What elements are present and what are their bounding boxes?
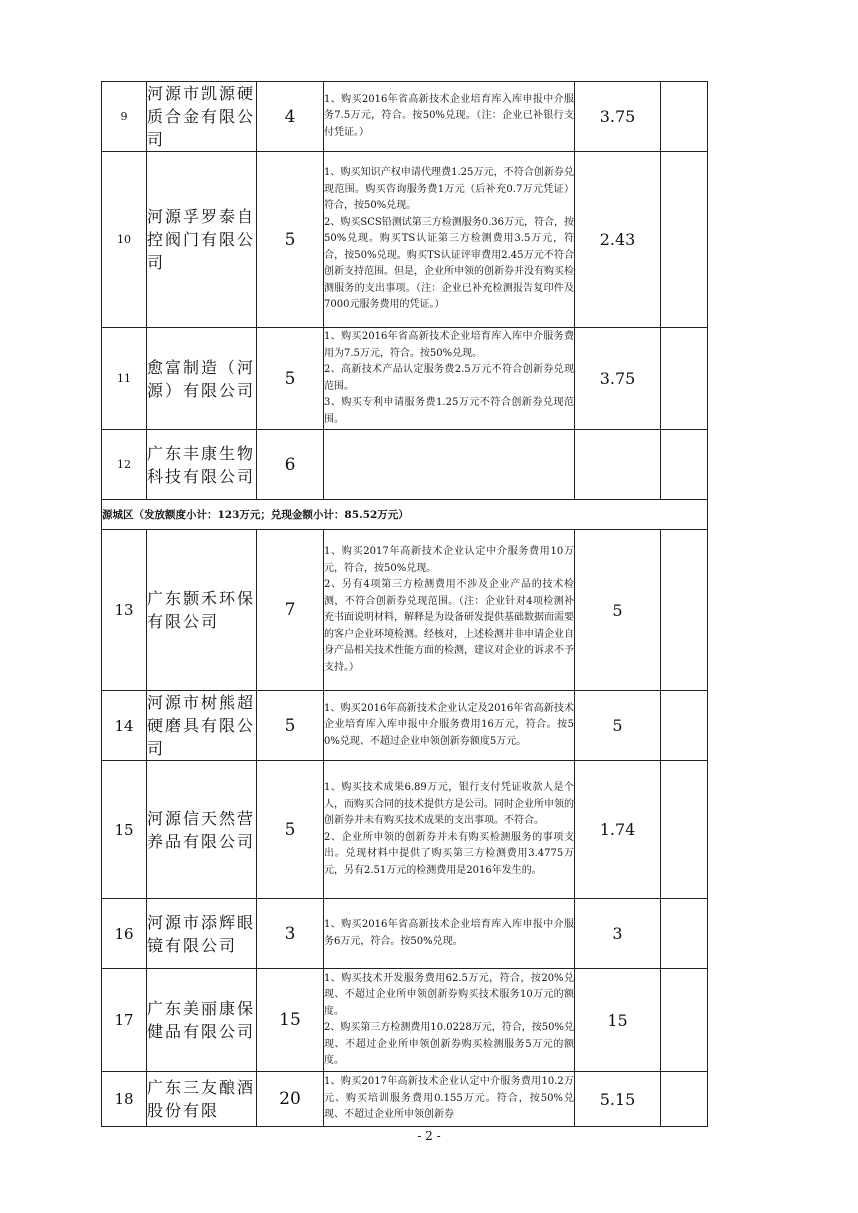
note-line: 1、购买技术开发服务费用62.5万元，符合，按20%兑现、不超过企业所申领创新券购买技术服务10万元的额度。: [324, 972, 574, 1017]
row-number: 17: [102, 969, 147, 1072]
company-name: 愈富制造（河源）有限公司: [147, 328, 257, 430]
table-row: [102, 761, 708, 899]
note-line: 1、购买2016年省高新技术企业培育库入库中介服务费用为7.5万元，符合。按50%兑现。: [324, 331, 574, 359]
issued-amount: 6: [257, 430, 324, 500]
redeemed-amount: 3.75: [575, 328, 661, 430]
redeemed-amount: [575, 430, 661, 500]
remarks-cell: [661, 1072, 708, 1127]
review-notes: [324, 899, 575, 969]
note-line: 1、购买2017年高新技术企业认定中介服务费用10万元，符合，按50%兑现。: [324, 546, 574, 574]
remarks-cell: [661, 761, 708, 899]
company-name: 河源市树熊超硬磨具有限公司: [147, 691, 257, 761]
review-notes: [324, 691, 575, 761]
row-number: 14: [102, 691, 147, 761]
note-line: 2、购买SCS铅测试第三方检测服务0.36万元，符合，按50%兑现。购买TS认证第三方检测费用3.5万元，符合，按50%兑现。购买TS认证评审费用2.45万元不符合创新支持范围。但是，企业所申领的创新券并没有购买检测服务的支出事项。（注：企业已补充检测报告复印件及7000元服务费用的凭证。）: [324, 216, 574, 311]
review-notes: [324, 430, 575, 500]
company-name: 广东三友酿酒股份有限: [147, 1072, 257, 1127]
review-notes: [324, 152, 575, 328]
note-line: 2、购买第三方检测费用10.0228万元，符合，按50%兑现、不超过企业所申领创新券购买检测服务5万元的额度。: [324, 1022, 574, 1066]
voucher-table: [101, 81, 708, 1127]
row-number: 16: [102, 899, 147, 969]
note-line: 1、购买2017年高新技术企业认定中介服务费用10.2万元、购买培训服务费用0.155万元。符合，按50%兑现、不超过企业所申领创新券: [324, 1076, 574, 1121]
company-name: 河源孚罗泰自控阀门有限公司: [147, 152, 257, 328]
issued-amount: 3: [257, 899, 324, 969]
row-number: 11: [102, 328, 147, 430]
note-line: 1、购买知识产权申请代理费1.25万元，不符合创新券兑现范围。购买咨询服务费1万元（后补充0.7万元凭证）符合，按50%兑现。: [324, 167, 574, 212]
table-row: [102, 691, 708, 761]
note-line: 1、购买技术成果6.89万元，银行支付凭证收款人是个人，而购买合同的技术提供方是公司。同时企业所申领的创新券并未有购买技术成果的支出事项。不符合。: [324, 782, 574, 826]
issued-amount: 5: [257, 761, 324, 899]
table-section: [102, 500, 708, 530]
remarks-cell: [661, 430, 708, 500]
note-line: 2、企业所申领的创新券并未有购买检测服务的事项支出。兑现材料中提供了购买第三方检测费用3.4775万元，另有2.51万元的检测费用是2016年发生的。: [324, 831, 574, 876]
page-number: - 2 -: [417, 1129, 441, 1143]
remarks-cell: [661, 691, 708, 761]
issued-amount: 4: [257, 82, 324, 152]
issued-amount: 20: [257, 1072, 324, 1127]
table-row: [102, 1072, 708, 1127]
table-row: [102, 430, 708, 500]
issued-amount: 5: [257, 691, 324, 761]
review-notes: [324, 530, 575, 691]
redeemed-amount: 5: [575, 691, 661, 761]
redeemed-amount: 5.15: [575, 1072, 661, 1127]
redeemed-amount: 3.75: [575, 82, 661, 152]
note-line: 1、购买2016年省高新技术企业培育库入库申报中介服务6万元，符合。按50%兑现。: [324, 919, 574, 947]
review-notes: [324, 1072, 575, 1127]
row-number: 9: [102, 82, 147, 152]
row-number: 13: [102, 530, 147, 691]
note-line: 3、购买专利申请服务费1.25万元不符合创新券兑现范围。: [324, 397, 574, 425]
remarks-cell: [661, 328, 708, 430]
table-body-part-b: [102, 530, 708, 1127]
remarks-cell: [661, 82, 708, 152]
review-notes: [324, 82, 575, 152]
redeemed-amount: 5: [575, 530, 661, 691]
issued-amount: 15: [257, 969, 324, 1072]
issued-amount: 5: [257, 328, 324, 430]
redeemed-amount: 3: [575, 899, 661, 969]
table-body-part-a: [102, 82, 708, 500]
note-line: 2、高新技术产品认定服务费2.5万元不符合创新券兑现范围。: [324, 364, 574, 392]
table-row: [102, 530, 708, 691]
redeemed-amount: 2.43: [575, 152, 661, 328]
row-number: 15: [102, 761, 147, 899]
row-number: 12: [102, 430, 147, 500]
issued-amount: 7: [257, 530, 324, 691]
remarks-cell: [661, 530, 708, 691]
company-name: 广东颢禾环保有限公司: [147, 530, 257, 691]
company-name: 河源市凯源硬质合金有限公司: [147, 82, 257, 152]
note-line: 2、另有4项第三方检测费用不涉及企业产品的技术检测，不符合创新券兑现范围。（注：企业针对4项检测补充书面说明材料，解释是为设备研发提供基础数据而需要的客户企业环境检测。经核对，上述检测并非申请企业自身产品相关技术性能方面的检测，建议对企业的诉求不予支持。）: [324, 579, 574, 673]
table-row: [102, 969, 708, 1072]
table-row: [102, 899, 708, 969]
review-notes: [324, 761, 575, 899]
redeemed-amount: 15: [575, 969, 661, 1072]
issued-amount: 5: [257, 152, 324, 328]
row-number: 18: [102, 1072, 147, 1127]
review-notes: [324, 969, 575, 1072]
remarks-cell: [661, 969, 708, 1072]
section-header: 源城区（发放额度小计：123万元；兑现金额小计：85.52万元）: [102, 500, 708, 530]
remarks-cell: [661, 899, 708, 969]
redeemed-amount: 1.74: [575, 761, 661, 899]
company-name: 河源信天然营养品有限公司: [147, 761, 257, 899]
company-name: 广东丰康生物科技有限公司: [147, 430, 257, 500]
company-name: 河源市添辉眼镜有限公司: [147, 899, 257, 969]
review-notes: [324, 328, 575, 430]
table-row: [102, 152, 708, 328]
table-row: [102, 82, 708, 152]
company-name: 广东美丽康保健品有限公司: [147, 969, 257, 1072]
row-number: 10: [102, 152, 147, 328]
note-line: 1、购买2016年省高新技术企业培育库入库申报中介服务7.5万元，符合。按50%兑现。（注：企业已补银行支付凭证。）: [324, 93, 574, 138]
table-row: [102, 328, 708, 430]
note-line: 1、购买2016年高新技术企业认定及2016年省高新技术企业培育库入库申报中介服务费用16万元，符合。按50%兑现、不超过企业申领创新券额度5万元。: [324, 702, 574, 747]
remarks-cell: [661, 152, 708, 328]
